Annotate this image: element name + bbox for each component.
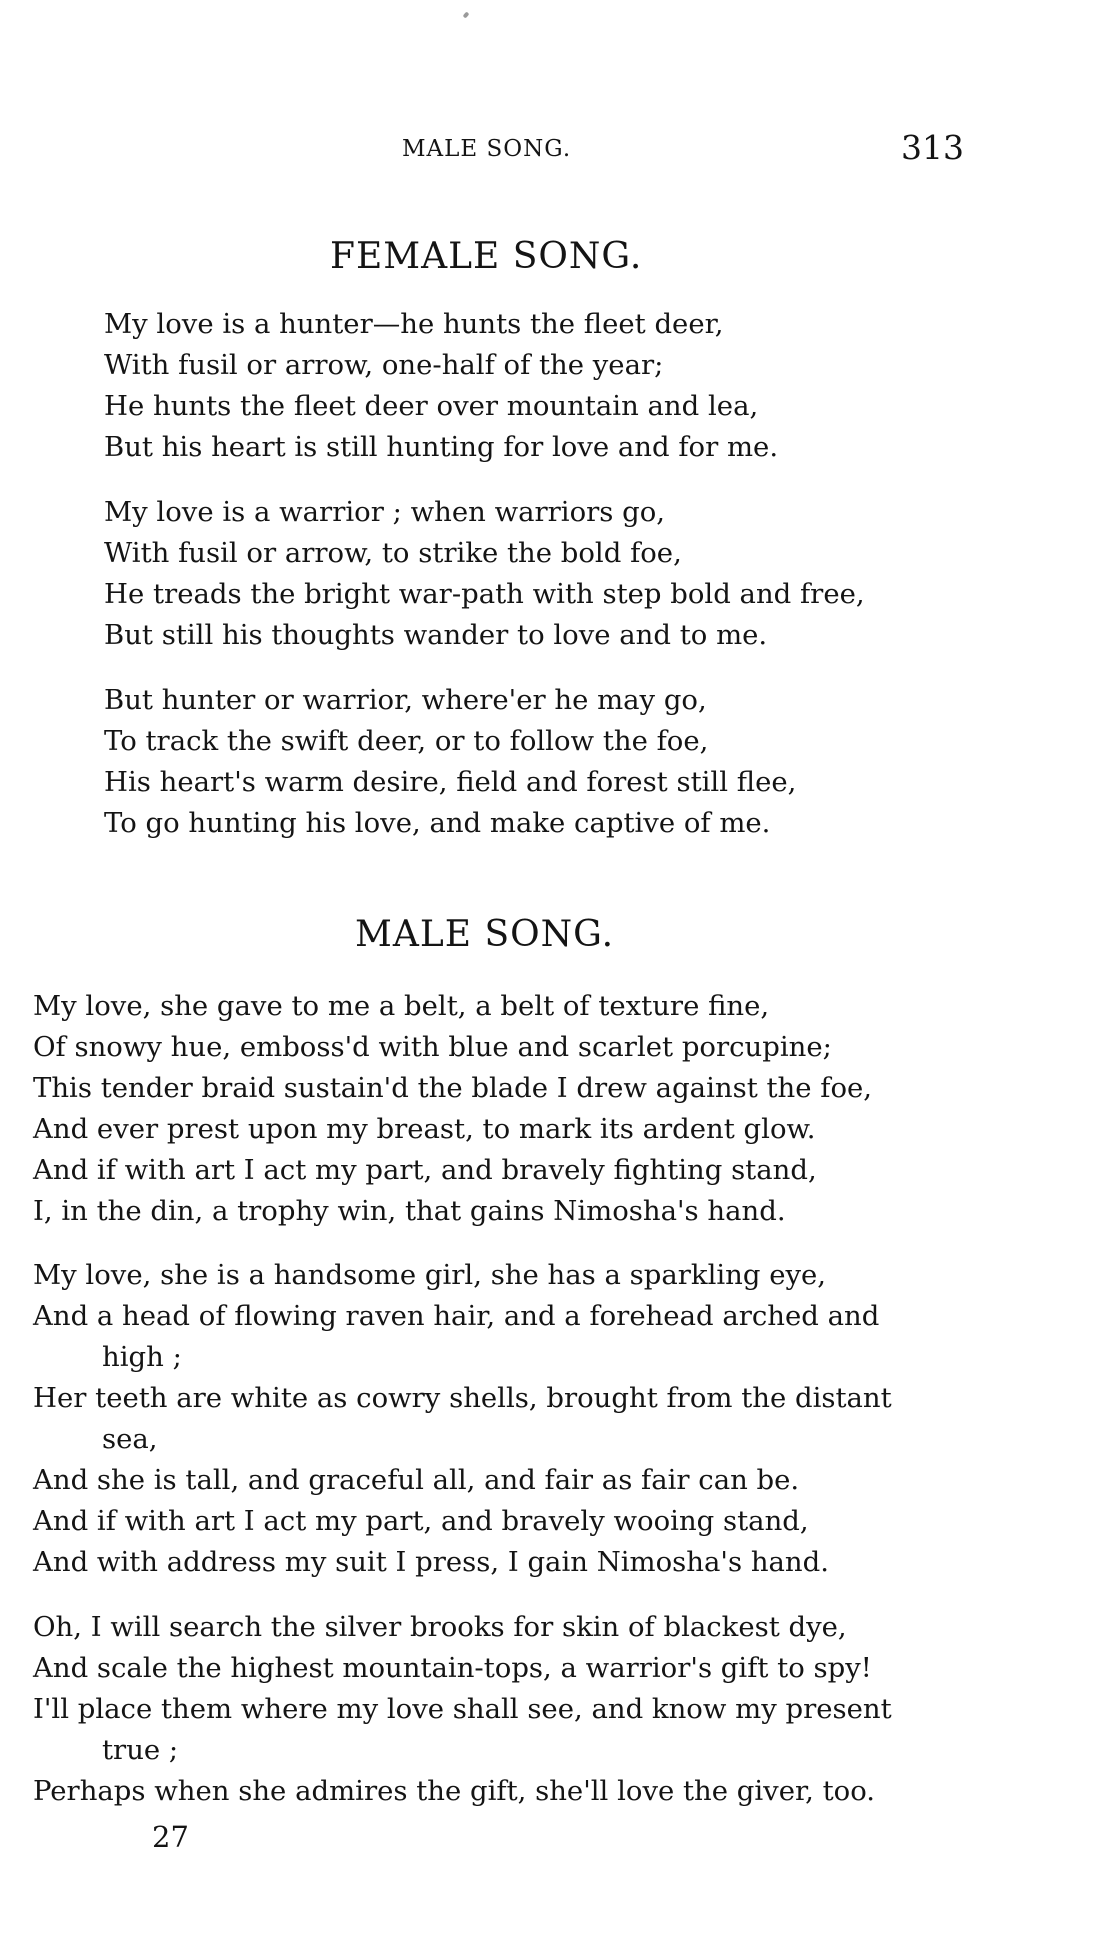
poem-line: And with address my suit I press, I gain Nimosha's hand. <box>33 1546 829 1578</box>
poem-line: And scale the highest mountain-tops, a warrior's gift to spy! <box>33 1652 872 1684</box>
poem-line: And if with art I act my part, and bravely wooing stand, <box>33 1505 809 1537</box>
poem-line: My love is a warrior ; when warriors go, <box>104 496 666 528</box>
page-number: 313 <box>901 128 964 167</box>
poem-line: He hunts the fleet deer over mountain and lea, <box>104 390 759 422</box>
poem-line-continuation: true ; <box>102 1734 179 1766</box>
poem-line: With fusil or arrow, to strike the bold foe, <box>104 537 682 569</box>
ink-speck <box>463 11 470 18</box>
poem-line: And ever prest upon my breast, to mark its ardent glow. <box>33 1113 816 1145</box>
poem-line-continuation: sea, <box>102 1423 158 1455</box>
poem-line: I, in the din, a trophy win, that gains Nimosha's hand. <box>33 1195 786 1227</box>
poem-line: This tender braid sustain'd the blade I drew against the foe, <box>33 1072 873 1104</box>
poem-line: Perhaps when she admires the gift, she'll love the giver, too. <box>33 1775 876 1807</box>
poem-line: But his heart is still hunting for love and for me. <box>104 431 779 463</box>
female-song-title: FEMALE SONG. <box>330 236 643 277</box>
poem-line: He treads the bright war-path with step bold and free, <box>104 578 865 610</box>
poem-line: Of snowy hue, emboss'd with blue and scarlet porcupine; <box>33 1031 832 1063</box>
signature-mark: 27 <box>152 1820 189 1854</box>
poem-line: I'll place them where my love shall see, and know my present <box>33 1693 892 1725</box>
poem-line: My love, she gave to me a belt, a belt of texture fine, <box>33 990 770 1022</box>
poem-line: My love, she is a handsome girl, she has a sparkling eye, <box>33 1259 827 1291</box>
poem-line: My love is a hunter—he hunts the fleet deer, <box>104 308 724 340</box>
poem-line: Her teeth are white as cowry shells, brought from the distant <box>33 1382 892 1414</box>
poem-line: To go hunting his love, and make captive of me. <box>104 807 771 839</box>
poem-line: But hunter or warrior, where'er he may go, <box>104 684 707 716</box>
poem-line: And if with art I act my part, and bravely fighting stand, <box>33 1154 817 1186</box>
poem-line: But still his thoughts wander to love and to me. <box>104 619 768 651</box>
poem-line: To track the swift deer, or to follow the foe, <box>104 725 709 757</box>
poem-line: And a head of flowing raven hair, and a forehead arched and <box>33 1300 880 1332</box>
poem-line-continuation: high ; <box>102 1341 182 1373</box>
male-song-title: MALE SONG. <box>355 914 615 955</box>
poem-line: And she is tall, and graceful all, and fair as fair can be. <box>33 1464 800 1496</box>
poem-line: With fusil or arrow, one-half of the year; <box>104 349 664 381</box>
poem-line: His heart's warm desire, field and forest still flee, <box>104 766 797 798</box>
running-head: MALE SONG. <box>402 136 572 162</box>
poem-line: Oh, I will search the silver brooks for skin of blackest dye, <box>33 1611 847 1643</box>
